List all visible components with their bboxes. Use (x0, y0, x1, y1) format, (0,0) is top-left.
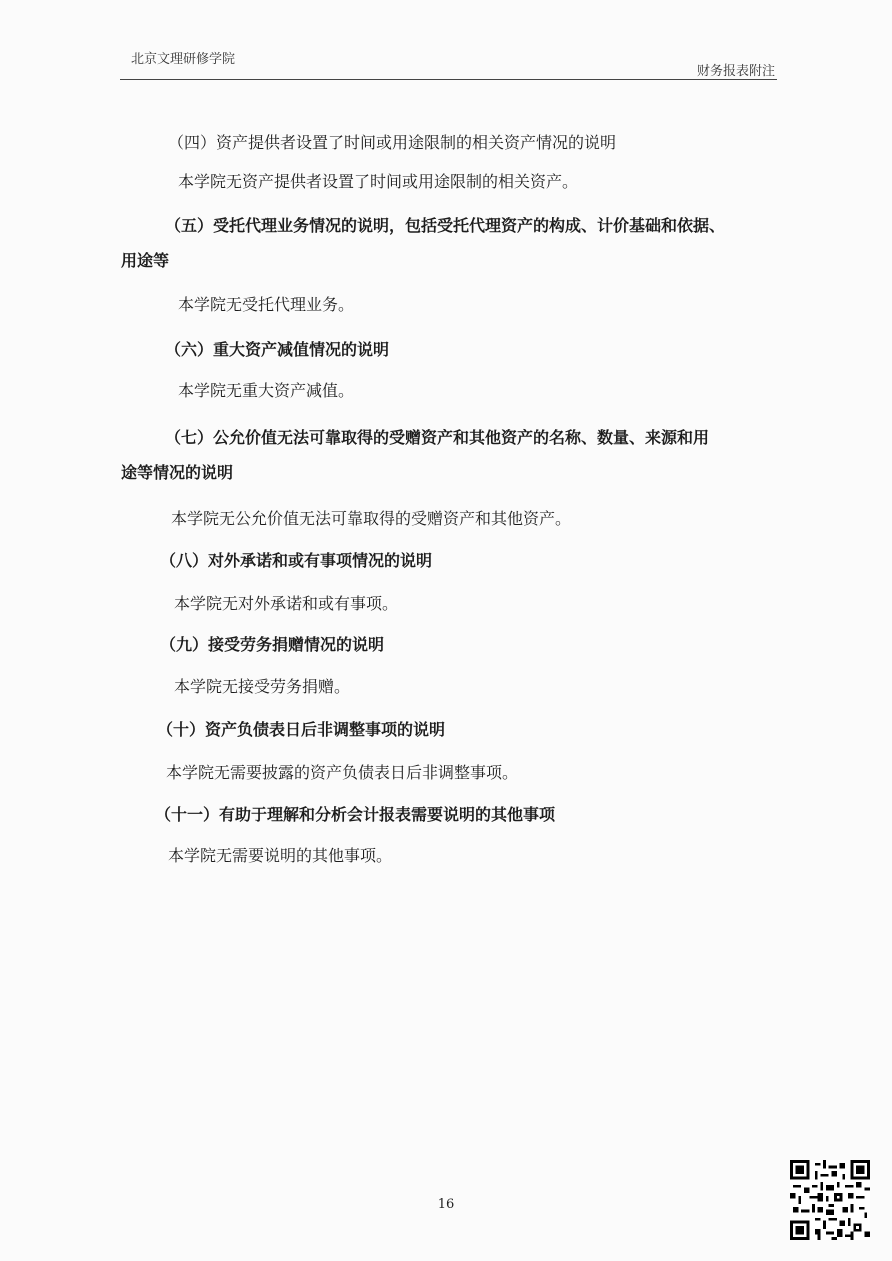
section-body-8: 本学院无对外承诺和或有事项。 (174, 594, 399, 613)
header-section-title: 财务报表附注 (696, 64, 775, 79)
section-heading-7-line1: （七）公允价值无法可靠取得的受赠资产和其他资产的名称、数量、来源和用 (165, 428, 710, 447)
section-body-7: 本学院无公允价值无法可靠取得的受赠资产和其他资产。 (171, 509, 572, 528)
section-heading-7-line2: 途等情况的说明 (121, 463, 234, 482)
section-body-10: 本学院无需要披露的资产负债表日后非调整事项。 (166, 763, 519, 782)
header-divider (120, 79, 777, 80)
page-number: 16 (437, 1197, 455, 1212)
section-body-5: 本学院无受托代理业务。 (178, 295, 355, 314)
section-heading-5-line2: 用途等 (121, 251, 170, 270)
section-heading-5-line1: （五）受托代理业务情况的说明，包括受托代理资产的构成、计价基础和依据、 (165, 216, 726, 235)
section-heading-11: （十一）有助于理解和分析会计报表需要说明的其他事项 (155, 805, 556, 824)
section-heading-4: （四）资产提供者设置了时间或用途限制的相关资产情况的说明 (168, 133, 617, 152)
section-heading-9: （九）接受劳务捐赠情况的说明 (160, 635, 385, 654)
header-institution: 北京文理研修学院 (131, 52, 236, 67)
section-body-9: 本学院无接受劳务捐赠。 (174, 677, 351, 696)
section-body-4: 本学院无资产提供者设置了时间或用途限制的相关资产。 (178, 172, 579, 191)
section-heading-10: （十）资产负债表日后非调整事项的说明 (157, 720, 446, 739)
section-heading-8: （八）对外承诺和或有事项情况的说明 (160, 551, 433, 570)
section-body-6: 本学院无重大资产减值。 (178, 381, 355, 400)
qr-code-icon (790, 1160, 870, 1240)
section-body-11: 本学院无需要说明的其他事项。 (168, 846, 393, 865)
section-heading-6: （六）重大资产减值情况的说明 (165, 340, 390, 359)
